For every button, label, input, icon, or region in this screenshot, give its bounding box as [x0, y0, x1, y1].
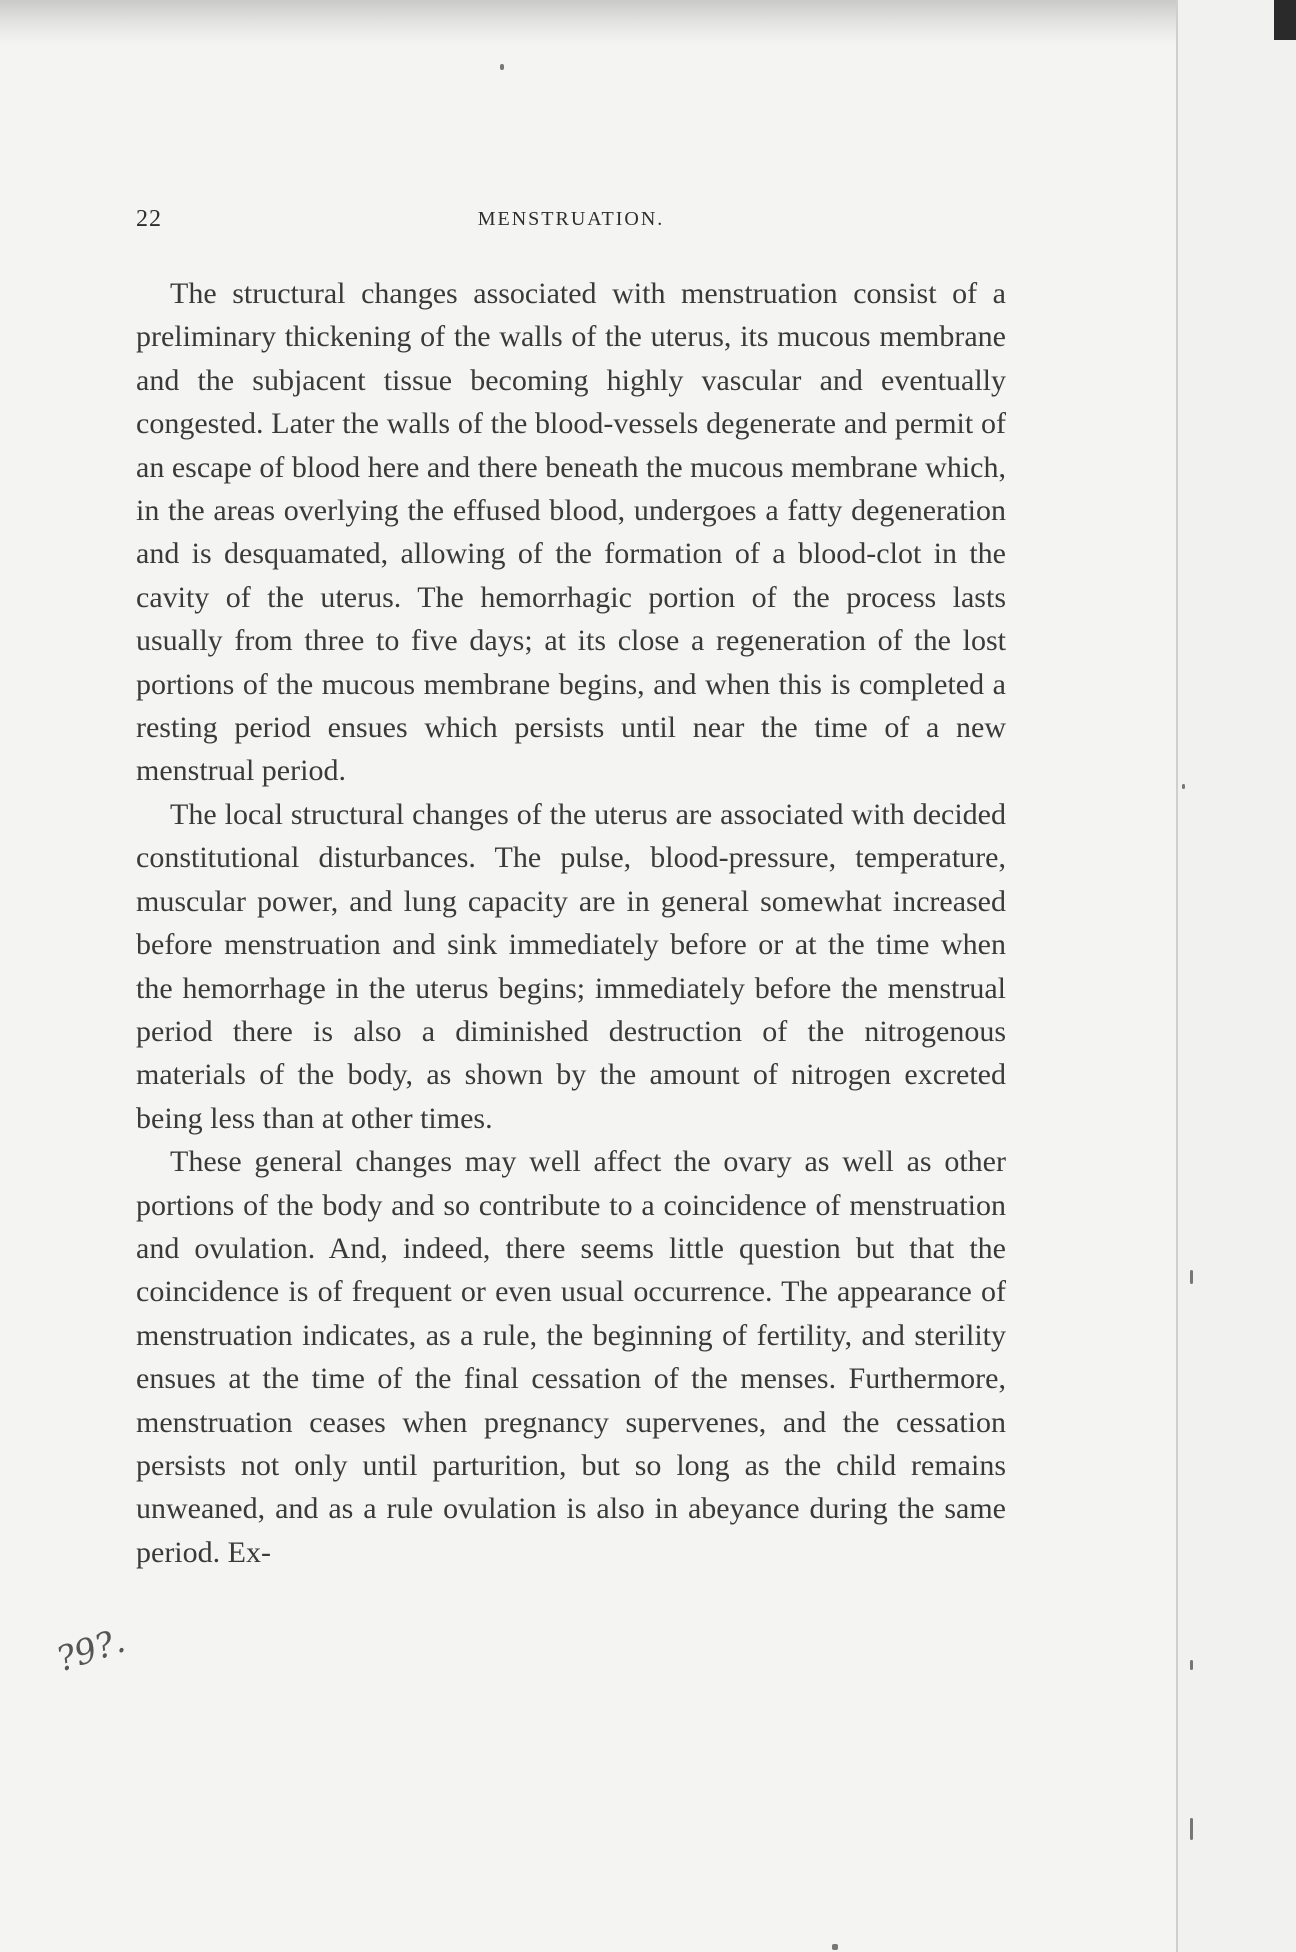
scan-speck [1190, 1660, 1193, 1670]
paragraph: The structural changes associated with menstruation consist of a preliminary thickening of the walls of the uterus, its mucous membrane and the subjacent tissue becoming highly vascular and eventually congested. Later the walls of the blood-vessels degenerate and permit of an escape of blood here and there beneath the mucous membrane which, in the areas overlying the effused blood, undergoes a fatty degeneration and is desquamated, allowing of the formation of a blood-clot in the cavity of the uterus. The hemorrhagic portion of the process lasts usually from three to five days; at its close a regeneration of the lost portions of the mucous membrane begins, and when this is completed a resting period ensues which persists until near the time of a new menstrual period. [136, 277, 1006, 788]
scan-speck [1190, 1270, 1193, 1284]
binding-shadow [1274, 0, 1296, 40]
handwritten-margin-note: ?9?. [52, 1620, 130, 1681]
paragraph: The local structural changes of the uterus are associated with decided constitutional disturbances. The pulse, blood-pressure, temperature, muscular power, and lung capacity are in general somewhat increased before menstruation and sink immediately before or at the time when the hemorrhage in the uterus begins; immediately before the menstrual period there is also a diminished destruction of the nitrogenous materials of the body, as shown by the amount of nitrogen excreted being less than at other times. [136, 797, 1006, 1135]
adjacent-page-edge [1176, 0, 1296, 1952]
page-number: 22 [136, 206, 162, 232]
body-text [136, 272, 1006, 1574]
scan-speck [1182, 784, 1185, 789]
running-head [136, 206, 1006, 246]
scan-speck [1190, 1818, 1193, 1840]
paragraph: These general changes may well affect the ovary as well as other portions of the body and so contribute to a coincidence of menstruation and ovulation. And, indeed, there seems little question but that the coincidence is of frequent or even usual occurrence. The appearance of menstruation indicates, as a rule, the beginning of fertility, and sterility ensues at the time of the final cessation of the menses. Furthermore, menstruation ceases when pregnancy supervenes, and the cessation persists not only until parturition, but so long as the child remains unweaned, and as a rule ovulation is also in abeyance during the same period. Ex- [136, 1145, 1006, 1569]
chapter-title: MENSTRUATION. [477, 208, 665, 230]
